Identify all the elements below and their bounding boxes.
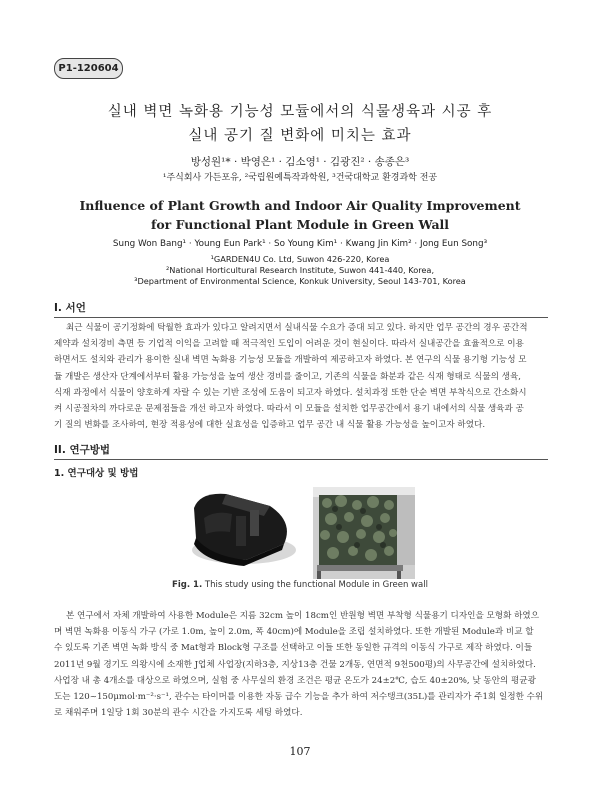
english-affiliation-3: ³Department of Environmental Science, Konkuk University, Seoul 143-701, Korea — [134, 276, 466, 286]
figure-caption-text: This study using the functional Module in Green wall — [202, 580, 428, 590]
green-wall-photo-image — [313, 487, 415, 579]
intro-line: 켜 시공절차의 까다로운 문제점들을 개선 하고자 하였다. 따라서 이 모듈을 설치한 업무공간에서 용기 내에서의 식물 생육과 공 — [54, 404, 524, 415]
english-title-line-2: for Functional Plant Module in Green Wall — [150, 217, 450, 232]
method-line: 로 채워주며 1일당 1회 30분의 관수 시간을 가지도록 세팅 하였다. — [54, 708, 303, 719]
figure-label: Fig. 1. — [172, 580, 203, 590]
paper-code-badge: P1-120604 — [54, 58, 123, 79]
english-title-line-1: Influence of Plant Growth and Indoor Air Quality Improvement — [79, 198, 521, 213]
section-heading-introduction: I. 서언 — [54, 302, 86, 314]
subsection-heading: 1. 연구대상 및 방법 — [54, 468, 139, 479]
english-affiliation-1: ¹GARDEN4U Co. Ltd, Suwon 426-220, Korea — [210, 254, 390, 264]
korean-authors: 방성원¹* · 박영은¹ · 김소영¹ · 김광진² · 송종은³ — [190, 156, 410, 168]
intro-line: 기 질의 변화를 조사하여, 현장 적용성에 대한 실효성을 입증하고 업무 공간 내 식물 활용 가능성을 높이고자 하였다. — [54, 420, 486, 431]
intro-line: 최근 식물이 공기정화에 탁월한 효과가 있다고 알려지면서 실내식물 수요가 증대 되고 있다. 하지만 업무 공간의 경우 공간적 — [66, 323, 528, 333]
method-line: 본 연구에서 자체 개발하여 사용한 Module은 지름 32cm 높이 18cm인 반원형 벽면 부착형 식물용기 디자인을 모형화 하였으 — [66, 611, 540, 621]
english-affiliation-2: ²National Horticultural Research Institute, Suwon 441-440, Korea, — [165, 265, 435, 275]
module-3d-render-image — [186, 488, 298, 570]
figure-caption — [0, 580, 600, 590]
method-line: 사업장 내 총 4개소를 대상으로 하였으며, 실험 중 사무실의 환경 조건은 평균 온도가 24±2℃, 습도 40±20%, 낮 동안의 평균광 — [54, 675, 536, 686]
method-line: 며 벽면 녹화용 이동식 가구 (가로 1.0m, 높이 2.0m, 폭 40cm)에 Module을 조립 설치하였다. 또한 개발된 Module과 비교 할 — [54, 627, 534, 638]
intro-line: 제약과 설치경비 측면 등 기업적 이익을 고려할 때 적극적인 도입이 어려운 것이 현실이다. 따라서 실내공간을 효율적으로 이용 — [54, 339, 524, 350]
intro-line: 듈 개발은 생산자 단계에서부터 활용 가능성을 높여 생산 경비를 줄이고, 기존의 식물을 화분과 같은 식재 형태로 식물의 생육, — [54, 371, 521, 382]
section-heading-methods: II. 연구방법 — [54, 444, 111, 456]
methods-paragraph — [54, 608, 548, 721]
introduction-paragraph — [54, 320, 548, 433]
english-authors: Sung Won Bang¹ · Young Eun Park¹ · So Young Kim¹ · Kwang Jin Kim² · Jong Eun Song³ — [112, 239, 488, 249]
section-rule — [54, 317, 548, 318]
method-line: 2011년 9월 경기도 의왕시에 소재한 J업체 사업장(지하3층, 지상13층 건물 2개동, 연면적 9천500평)의 사무공간에 설치하였다. — [54, 659, 536, 670]
section-rule — [54, 459, 548, 460]
method-line: 도는 120~150μmol·m⁻²·s⁻¹, 관수는 타이머를 이용한 자동 급수 기능을 추가 하여 저수탱크(35L)를 관리자가 주1회 일정한 수위 — [54, 692, 544, 703]
page-number: 107 — [289, 745, 311, 758]
intro-line: 하면서도 설치와 관리가 용이한 실내 벽면 녹화용 기능성 모듈을 개발하여 제공하고자 하였다. 본 연구의 식물 용기형 기능성 모 — [54, 355, 527, 366]
korean-title-line-2: 실내 공기 질 변화에 미치는 효과 — [188, 128, 412, 144]
intro-line: 식재 과정에서 식물이 양호하게 자랄 수 있는 기반 조성에 도움이 되고자 하였다. 설치과정 또한 단순 벽면 부착식으로 간소화시 — [54, 387, 527, 398]
korean-affiliations: ¹주식회사 가든포유, ²국립원예특작과학원, ³건국대학교 환경과학 전공 — [162, 173, 438, 183]
korean-title-line-1: 실내 벽면 녹화용 기능성 모듈에서의 식물생육과 시공 후 — [107, 104, 493, 120]
method-line: 수 있도록 기존 벽면 녹화 방식 중 Mat형과 Block형 구조를 선택하고 이들 또한 동일한 규격의 이동식 가구로 제작 하였다. 이들 — [54, 643, 533, 654]
